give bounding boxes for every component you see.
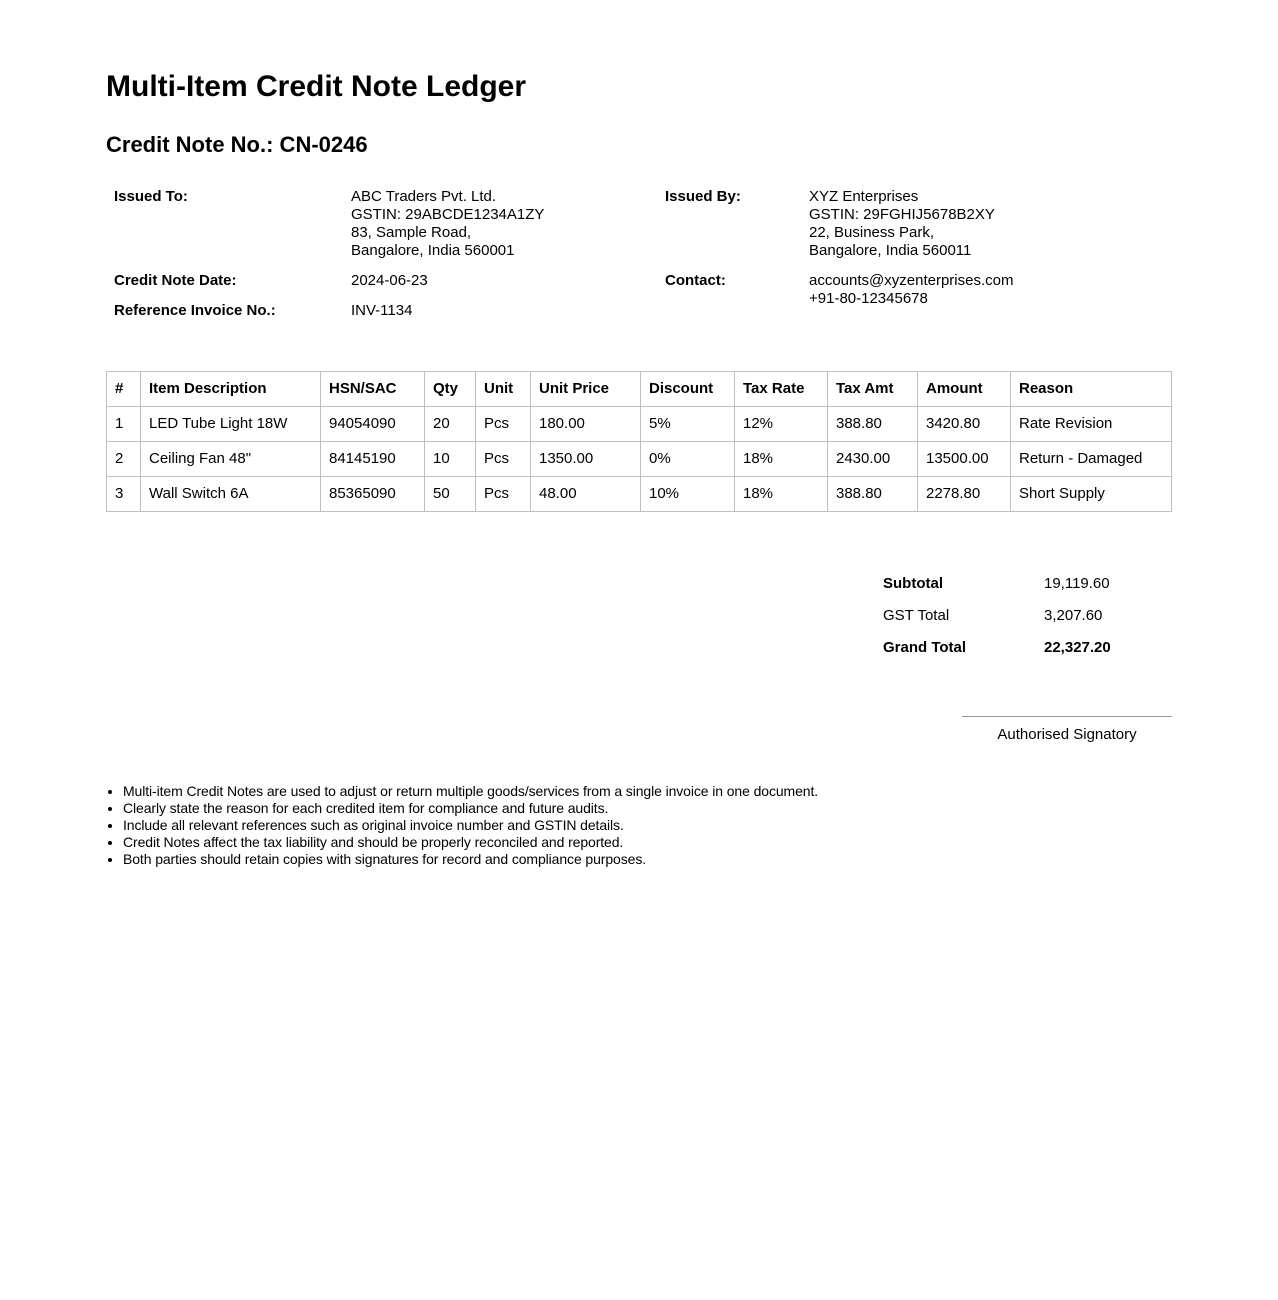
cell-hsn-sac: 85365090 bbox=[321, 477, 425, 512]
issued-by-line: GSTIN: 29FGHIJ5678B2XY bbox=[809, 206, 995, 223]
gst-total-label: GST Total bbox=[883, 607, 950, 624]
cell-tax-rate: 18% bbox=[735, 477, 828, 512]
table-row bbox=[107, 477, 1172, 512]
col-header-reason: Reason bbox=[1011, 372, 1172, 407]
cell-amount: 2278.80 bbox=[918, 477, 1011, 512]
cell-discount: 0% bbox=[641, 442, 735, 477]
note-item: • Both parties should retain copies with signatures for record and compliance purposes. bbox=[123, 851, 1172, 868]
note-item: • Credit Notes affect the tax liability and should be properly reconciled and reported. bbox=[123, 834, 1172, 851]
cell-tax-rate: 12% bbox=[735, 407, 828, 442]
cell-tax-amt: 388.80 bbox=[828, 477, 918, 512]
issued-by-line: 22, Business Park, bbox=[809, 224, 935, 241]
col-header-unit: Unit bbox=[476, 372, 531, 407]
authorised-signatory-label: Authorised Signatory bbox=[997, 726, 1137, 743]
cell-item-description: LED Tube Light 18W bbox=[141, 407, 321, 442]
cell-unit-price: 48.00 bbox=[531, 477, 641, 512]
subtotal-row bbox=[883, 568, 1172, 600]
cell-reason: Rate Revision bbox=[1011, 407, 1172, 442]
cell-discount: 5% bbox=[641, 407, 735, 442]
cell-reason: Return - Damaged bbox=[1011, 442, 1172, 477]
col-header-discount: Discount bbox=[641, 372, 735, 407]
credit-note-date-value: 2024-06-23 bbox=[351, 272, 428, 289]
contact-row bbox=[657, 272, 1172, 308]
issued-to-line: GSTIN: 29ABCDE1234A1ZY bbox=[351, 206, 545, 223]
contact-value bbox=[809, 272, 1172, 308]
cell-index: 1 bbox=[107, 407, 141, 442]
credit-note-date-row bbox=[106, 272, 657, 290]
issued-to-line: ABC Traders Pvt. Ltd. bbox=[351, 188, 497, 205]
cell-qty: 10 bbox=[425, 442, 476, 477]
cell-amount: 3420.80 bbox=[918, 407, 1011, 442]
col-header-unit-price: Unit Price bbox=[531, 372, 641, 407]
cell-tax-amt: 388.80 bbox=[828, 407, 918, 442]
issued-by-row bbox=[657, 188, 1172, 260]
cell-item-description: Wall Switch 6A bbox=[141, 477, 321, 512]
cell-unit: Pcs bbox=[476, 442, 531, 477]
col-header-tax-amt: Tax Amt bbox=[828, 372, 918, 407]
issued-by-line: Bangalore, India 560011 bbox=[809, 242, 972, 259]
reference-invoice-row bbox=[106, 302, 657, 320]
reference-invoice-value: INV-1134 bbox=[351, 302, 413, 319]
line-items-table bbox=[106, 371, 1172, 512]
gst-total-row bbox=[883, 600, 1172, 632]
cell-unit-price: 180.00 bbox=[531, 407, 641, 442]
issued-to-row bbox=[106, 188, 657, 260]
contact-phone: +91-80-12345678 bbox=[809, 290, 928, 307]
authorised-signatory-block bbox=[962, 716, 1172, 744]
grand-total-row bbox=[883, 632, 1172, 664]
issued-to-label: Issued To: bbox=[114, 188, 188, 205]
cell-item-description: Ceiling Fan 48" bbox=[141, 442, 321, 477]
credit-note-number-heading: Credit Note No.: CN-0246 bbox=[106, 132, 368, 157]
cell-index: 2 bbox=[107, 442, 141, 477]
page-title: Multi-Item Credit Note Ledger bbox=[106, 70, 527, 103]
col-header-qty: Qty bbox=[425, 372, 476, 407]
issued-by-column bbox=[657, 188, 1172, 332]
credit-note-date-label: Credit Note Date: bbox=[114, 272, 237, 289]
contact-label: Contact: bbox=[665, 272, 726, 289]
gst-total-value: 3,207.60 bbox=[1044, 607, 1103, 624]
col-header-hsn-sac: HSN/SAC bbox=[321, 372, 425, 407]
note-item: • Multi-item Credit Notes are used to adjust or return multiple goods/services from a single invoice in one document. bbox=[123, 783, 1172, 800]
note-item: • Clearly state the reason for each credited item for compliance and future audits. bbox=[123, 800, 1172, 817]
col-header-index: # bbox=[107, 372, 141, 407]
cell-tax-amt: 2430.00 bbox=[828, 442, 918, 477]
issued-to-column bbox=[106, 188, 657, 332]
cell-hsn-sac: 94054090 bbox=[321, 407, 425, 442]
cell-reason: Short Supply bbox=[1011, 477, 1172, 512]
issued-by-value bbox=[809, 188, 1172, 260]
col-header-item-description: Item Description bbox=[141, 372, 321, 407]
cell-unit-price: 1350.00 bbox=[531, 442, 641, 477]
cell-amount: 13500.00 bbox=[918, 442, 1011, 477]
cell-discount: 10% bbox=[641, 477, 735, 512]
totals-section bbox=[883, 568, 1172, 664]
table-row bbox=[107, 407, 1172, 442]
parties-section bbox=[106, 188, 1172, 332]
reference-invoice-label: Reference Invoice No.: bbox=[114, 302, 276, 319]
cell-qty: 50 bbox=[425, 477, 476, 512]
issued-by-line: XYZ Enterprises bbox=[809, 188, 919, 205]
cell-unit: Pcs bbox=[476, 407, 531, 442]
table-row bbox=[107, 442, 1172, 477]
notes-list bbox=[106, 783, 1172, 868]
issued-to-line: 83, Sample Road, bbox=[351, 224, 472, 241]
cell-tax-rate: 18% bbox=[735, 442, 828, 477]
contact-email: accounts@xyzenterprises.com bbox=[809, 272, 1014, 289]
col-header-tax-rate: Tax Rate bbox=[735, 372, 828, 407]
grand-total-value: 22,327.20 bbox=[1044, 639, 1111, 656]
col-header-amount: Amount bbox=[918, 372, 1011, 407]
note-item: • Include all relevant references such as original invoice number and GSTIN details. bbox=[123, 817, 1172, 834]
cell-hsn-sac: 84145190 bbox=[321, 442, 425, 477]
cell-unit: Pcs bbox=[476, 477, 531, 512]
grand-total-label: Grand Total bbox=[883, 639, 967, 656]
issued-by-label: Issued By: bbox=[665, 188, 741, 205]
subtotal-label: Subtotal bbox=[883, 575, 943, 592]
issued-to-line: Bangalore, India 560001 bbox=[351, 242, 515, 259]
issued-to-value bbox=[351, 188, 657, 260]
credit-note-document bbox=[106, 0, 1172, 1300]
subtotal-value: 19,119.60 bbox=[1044, 575, 1110, 592]
cell-qty: 20 bbox=[425, 407, 476, 442]
cell-index: 3 bbox=[107, 477, 141, 512]
table-header-row bbox=[107, 372, 1172, 407]
